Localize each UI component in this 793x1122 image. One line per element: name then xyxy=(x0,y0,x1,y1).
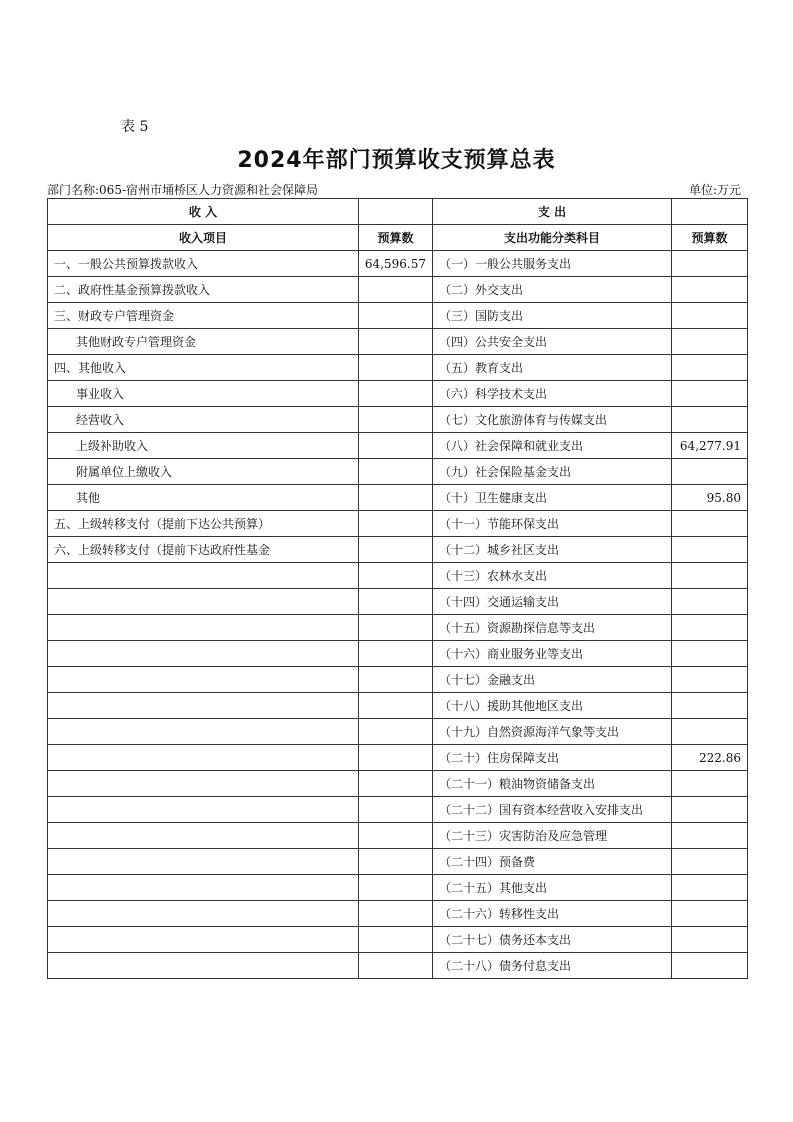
expense-value-cell xyxy=(672,459,748,485)
expense-value-cell xyxy=(672,797,748,823)
table-row xyxy=(48,849,748,875)
expense-item-cell: （二十）住房保障支出 xyxy=(433,745,672,771)
table-row xyxy=(48,875,748,901)
table-row xyxy=(48,407,748,433)
expense-value-cell xyxy=(672,823,748,849)
income-value-cell xyxy=(359,459,433,485)
income-value-cell xyxy=(359,407,433,433)
income-item-cell xyxy=(48,693,359,719)
table-row xyxy=(48,771,748,797)
income-item-cell xyxy=(48,615,359,641)
income-value-cell xyxy=(359,745,433,771)
income-item-cell xyxy=(48,901,359,927)
expense-item-cell: （三）国防支出 xyxy=(433,303,672,329)
income-item-cell xyxy=(48,745,359,771)
expense-value-cell xyxy=(672,849,748,875)
expense-item-header: 支出功能分类科目 xyxy=(433,225,672,251)
expense-item-cell: （二十二）国有资本经营收入安排支出 xyxy=(433,797,672,823)
table-row xyxy=(48,433,748,459)
expense-value-cell xyxy=(672,303,748,329)
income-item-cell xyxy=(48,849,359,875)
expense-value-cell xyxy=(672,563,748,589)
table-row xyxy=(48,303,748,329)
expense-value-cell xyxy=(672,667,748,693)
income-value-cell xyxy=(359,329,433,355)
table-row xyxy=(48,823,748,849)
income-item-cell: 一、一般公共预算拨款收入 xyxy=(48,251,359,277)
table-row xyxy=(48,329,748,355)
income-item-cell: 事业收入 xyxy=(48,381,359,407)
table-meta xyxy=(47,181,747,198)
income-section-header: 收 入 xyxy=(48,199,359,225)
income-value-cell xyxy=(359,927,433,953)
income-item-cell xyxy=(48,953,359,979)
expense-item-cell: （十六）商业服务业等支出 xyxy=(433,641,672,667)
expense-item-cell: （十五）资源勘探信息等支出 xyxy=(433,615,672,641)
table-row xyxy=(48,251,748,277)
expense-item-cell: （二十三）灾害防治及应急管理 xyxy=(433,823,672,849)
expense-value-cell xyxy=(672,927,748,953)
expense-item-cell: （一）一般公共服务支出 xyxy=(433,251,672,277)
income-value-cell xyxy=(359,771,433,797)
income-value-cell xyxy=(359,511,433,537)
expense-value-cell: 222.86 xyxy=(672,745,748,771)
income-item-cell xyxy=(48,589,359,615)
expense-value-cell: 64,277.91 xyxy=(672,433,748,459)
income-value-cell xyxy=(359,277,433,303)
income-item-cell xyxy=(48,771,359,797)
income-item-cell: 六、上级转移支付（提前下达政府性基金 xyxy=(48,537,359,563)
expense-item-cell: （二）外交支出 xyxy=(433,277,672,303)
income-value-cell xyxy=(359,797,433,823)
income-value-cell xyxy=(359,875,433,901)
income-value-cell xyxy=(359,667,433,693)
expense-value-cell xyxy=(672,511,748,537)
income-value-cell xyxy=(359,433,433,459)
expense-item-cell: （十四）交通运输支出 xyxy=(433,589,672,615)
income-item-cell: 三、财政专户管理资金 xyxy=(48,303,359,329)
income-value-cell xyxy=(359,303,433,329)
budget-summary-table xyxy=(47,198,748,979)
expense-value-cell xyxy=(672,589,748,615)
income-value-cell xyxy=(359,641,433,667)
table-row xyxy=(48,901,748,927)
expense-item-cell: （二十一）粮油物资储备支出 xyxy=(433,771,672,797)
income-item-cell: 其他 xyxy=(48,485,359,511)
table-row xyxy=(48,563,748,589)
expense-item-cell: （二十八）债务付息支出 xyxy=(433,953,672,979)
expense-value-cell xyxy=(672,251,748,277)
expense-value-cell xyxy=(672,901,748,927)
expense-value-cell xyxy=(672,771,748,797)
income-value-cell xyxy=(359,355,433,381)
expense-item-cell: （十九）自然资源海洋气象等支出 xyxy=(433,719,672,745)
expense-item-cell: （四）公共安全支出 xyxy=(433,329,672,355)
expense-value-cell xyxy=(672,329,748,355)
table-row xyxy=(48,953,748,979)
table-row xyxy=(48,641,748,667)
table-row xyxy=(48,277,748,303)
income-item-cell xyxy=(48,875,359,901)
expense-section-blank xyxy=(672,199,748,225)
income-item-header: 收入项目 xyxy=(48,225,359,251)
page-title: 2024年部门预算收支预算总表 xyxy=(237,148,556,173)
expense-value-cell xyxy=(672,407,748,433)
expense-value-cell xyxy=(672,693,748,719)
table-row xyxy=(48,589,748,615)
income-item-cell: 其他财政专户管理资金 xyxy=(48,329,359,355)
expense-item-cell: （六）科学技术支出 xyxy=(433,381,672,407)
income-item-cell: 附属单位上缴收入 xyxy=(48,459,359,485)
column-header-row xyxy=(48,225,748,251)
expense-value-cell xyxy=(672,719,748,745)
table-row xyxy=(48,667,748,693)
expense-item-cell: （十三）农林水支出 xyxy=(433,563,672,589)
unit-label: 单位:万元 xyxy=(688,183,741,197)
income-item-cell xyxy=(48,719,359,745)
expense-value-cell xyxy=(672,641,748,667)
income-value-cell xyxy=(359,901,433,927)
income-item-cell: 五、上级转移支付（提前下达公共预算） xyxy=(48,511,359,537)
income-item-cell xyxy=(48,823,359,849)
table-row xyxy=(48,355,748,381)
expense-budget-header: 预算数 xyxy=(672,225,748,251)
income-item-cell xyxy=(48,797,359,823)
table-row xyxy=(48,537,748,563)
income-value-cell xyxy=(359,953,433,979)
income-budget-header: 预算数 xyxy=(359,225,433,251)
income-item-cell: 经营收入 xyxy=(48,407,359,433)
expense-value-cell: 95.80 xyxy=(672,485,748,511)
expense-value-cell xyxy=(672,355,748,381)
income-value-cell xyxy=(359,849,433,875)
table-row xyxy=(48,615,748,641)
table-row xyxy=(48,797,748,823)
expense-item-cell: （八）社会保障和就业支出 xyxy=(433,433,672,459)
income-value-cell xyxy=(359,823,433,849)
table-row xyxy=(48,745,748,771)
income-value-cell xyxy=(359,563,433,589)
table-row xyxy=(48,485,748,511)
income-item-cell: 上级补助收入 xyxy=(48,433,359,459)
income-item-cell xyxy=(48,927,359,953)
income-value-cell: 64,596.57 xyxy=(359,251,433,277)
department-name: 部门名称:065-宿州市埇桥区人力资源和社会保障局 xyxy=(47,183,319,197)
expense-item-cell: （十七）金融支出 xyxy=(433,667,672,693)
expense-value-cell xyxy=(672,537,748,563)
expense-value-cell xyxy=(672,953,748,979)
expense-section-header: 支 出 xyxy=(433,199,672,225)
income-section-blank xyxy=(359,199,433,225)
expense-item-cell: （十一）节能环保支出 xyxy=(433,511,672,537)
expense-item-cell: （九）社会保险基金支出 xyxy=(433,459,672,485)
expense-item-cell: （十）卫生健康支出 xyxy=(433,485,672,511)
expense-item-cell: （七）文化旅游体育与传媒支出 xyxy=(433,407,672,433)
income-value-cell xyxy=(359,485,433,511)
expense-item-cell: （十二）城乡社区支出 xyxy=(433,537,672,563)
income-item-cell xyxy=(48,641,359,667)
expense-item-cell: （二十五）其他支出 xyxy=(433,875,672,901)
table-row xyxy=(48,459,748,485)
expense-value-cell xyxy=(672,875,748,901)
income-value-cell xyxy=(359,381,433,407)
table-body xyxy=(48,251,748,979)
expense-item-cell: （五）教育支出 xyxy=(433,355,672,381)
income-item-cell: 二、政府性基金预算拨款收入 xyxy=(48,277,359,303)
income-value-cell xyxy=(359,693,433,719)
table-row xyxy=(48,927,748,953)
income-value-cell xyxy=(359,615,433,641)
section-header-row xyxy=(48,199,748,225)
income-value-cell xyxy=(359,719,433,745)
expense-value-cell xyxy=(672,277,748,303)
expense-item-cell: （二十四）预备费 xyxy=(433,849,672,875)
expense-value-cell xyxy=(672,381,748,407)
expense-value-cell xyxy=(672,615,748,641)
income-value-cell xyxy=(359,589,433,615)
table-row xyxy=(48,693,748,719)
expense-item-cell: （二十七）债务还本支出 xyxy=(433,927,672,953)
income-item-cell xyxy=(48,667,359,693)
expense-item-cell: （十八）援助其他地区支出 xyxy=(433,693,672,719)
income-value-cell xyxy=(359,537,433,563)
table-row xyxy=(48,719,748,745)
income-item-cell xyxy=(48,563,359,589)
table-row xyxy=(48,511,748,537)
income-item-cell: 四、其他收入 xyxy=(48,355,359,381)
expense-item-cell: （二十六）转移性支出 xyxy=(433,901,672,927)
table-row xyxy=(48,381,748,407)
table-number-label: 表 5 xyxy=(121,119,149,135)
